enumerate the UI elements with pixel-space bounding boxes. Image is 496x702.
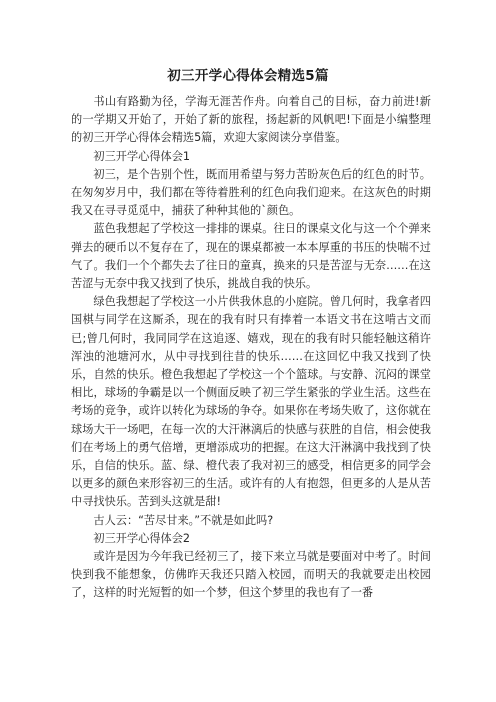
body-paragraph: 或许是因为今年我已经初三了，接下来立马就是要面对中考了。时间快到我不能想象，仿佛昨天我还只踏入校园，而明天的我就要走出校园了，这样的时光短暂的如一个梦，但这个梦里的我也有了一番: [71, 550, 431, 600]
document-body: [71, 93, 431, 603]
document-title: 初三开学心得体会精选5篇: [167, 68, 329, 84]
section-heading-2: 初三开学心得体会2: [93, 531, 191, 545]
quote-paragraph: 古人云：“苦尽甘来。”不就是如此吗?: [93, 513, 274, 527]
section-heading-1: 初三开学心得体会1: [93, 149, 191, 163]
intro-paragraph: 书山有路勤为径，学海无涯苦作舟。向着自己的目标，奋力前进!新的一学期又开始了，开始了新的旅程，扬起新的风帆吧!下面是小编整理的初三开学心得体会精选5篇，欢迎大家阅读分享借鉴。: [71, 95, 431, 145]
body-paragraph: 初三，是个告别个性，既而用希望与努力苦盼灰色后的红色的时节。在匆匆岁月中，我们都在等待着胜利的红色向我们迎来。在这灰色的时期我又在寻寻觅觅中，捕获了种种其他的`颜色。: [71, 167, 431, 218]
body-paragraph: 绿色我想起了学校这一小片供我休息的小庭院。曾几何时，我拿者四国棋与同学在这厮杀，现在的我有时只有捧着一本语文书在这啃古文而已;曾几何时，我同同学在这追逐、嬉戏，现在的我有时只能轻触这稍许浑浊的池塘河水，从中寻找到往昔的快乐……在这回忆中我又找到了快乐，自然的快乐。橙色我想起了学校这一个个篮球。与安静、沉闷的课堂相比，球场的争霸是以一个侧面反映了初三学生紧张的学业生活。这些在考场的竞争，或许以转化为球场的争夺。如果你在考场失败了，这你就在球场大干一场吧，在每一次的大汗淋漓后的快感与获胜的自信，相会使我们在考场上的勇气倍增，更增添成功的把握。在这大汗淋漓中我找到了快乐，自信的快乐。蓝、绿、橙代表了我对初三的感受，相信更多的同学会以更多的颜色来形容初三的生活。或许有的人有抱怨，但更多的人是从苦中寻找快乐。苦到头这就是甜!: [71, 295, 431, 509]
body-paragraph: 蓝色我想起了学校这一排排的课桌。往日的课桌文化与这一个个弹来弹去的硬币以不复存在了，现在的课桌都被一本本厚重的书压的快喘不过气了。我们一个个都失去了往日的童真，换来的只是苦涩与无奈……在这苦涩与无奈中我又找到了快乐，挑战自我的快乐。: [71, 222, 431, 291]
